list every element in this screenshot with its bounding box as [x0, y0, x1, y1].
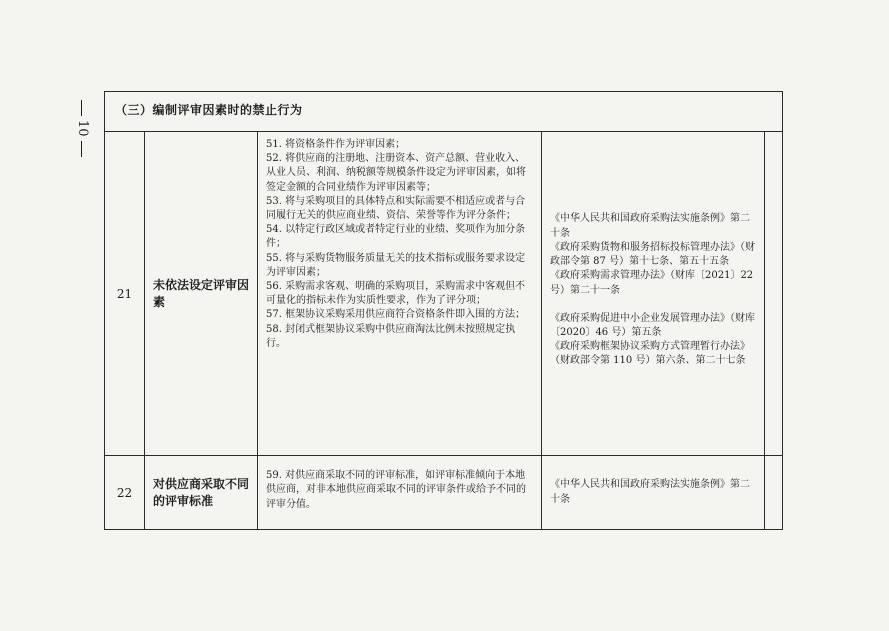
- row-item: [145, 132, 257, 455]
- content-clause: 59. 对供应商采取不同的评审标准，如评审标准倾向于本地供应商，对非本地供应商采取不同的评审条件或给予不同的评审分值。: [266, 470, 526, 510]
- page-number: [72, 100, 92, 157]
- row-basis: [542, 456, 764, 529]
- row-content: [258, 456, 541, 529]
- content-clause: 51. 将资格条件作为评审因素；: [266, 139, 406, 150]
- row-item: [145, 456, 257, 529]
- row-item-text: 对供应商采取不同的评审标准: [153, 476, 250, 508]
- basis-citation: 《政府采购需求管理办法》（财库〔2021〕22 号）第二十一条: [550, 270, 754, 296]
- content-clause: 52. 将供应商的注册地、注册资本、资产总额、营业收入、从业人员、利润、纳税额等规模条件设定为评审因素，如将签定金额的合同业绩作为评审因素等；: [266, 153, 526, 193]
- regulation-table: [104, 91, 783, 530]
- row-remark: [765, 132, 783, 455]
- row-index: 21: [116, 286, 133, 301]
- content-clause: 54. 以特定行政区域或者特定行业的业绩、奖项作为加分条件；: [266, 224, 526, 250]
- content-clause: 57. 框架协议采购采用供应商符合资格条件即入围的方法；: [266, 309, 526, 321]
- content-clause: 53. 将与采购项目的具体特点和实际需要不相适应或者与合同履行无关的供应商业绩、资信、荣誉等作为评分条件；: [266, 195, 526, 222]
- page-number-dash-bottom: [81, 141, 83, 157]
- basis-citation: 《政府采购货物和服务招标投标管理办法》（财政部令第 87 号）第十七条、第五十五条: [550, 241, 755, 268]
- page-number-value: 10: [75, 120, 90, 137]
- basis-citation: 《政府采购框架协议采购方式管理暂行办法》（财政部令第 110 号）第六条、第二十七条: [550, 341, 750, 367]
- basis-spacer: [550, 298, 758, 312]
- content-clause: 58. 封闭式框架协议采购中供应商淘汰比例未按照规定执行。: [266, 323, 516, 349]
- row-content: [258, 132, 541, 455]
- row-remark: [765, 456, 783, 529]
- basis-citation: 《政府采购促进中小企业发展管理办法》（财库〔2020〕46 号）第五条: [550, 312, 755, 338]
- content-clause: 56. 采购需求客观、明确的采购项目，采购需求中客观但不可量化的指标未作为实质性要求，作为了评分项；: [266, 281, 526, 307]
- row-item-text: 未依法设定评审因素: [153, 277, 250, 309]
- section-title: （三）编制评审因素时的禁止行为: [115, 103, 303, 117]
- basis-citation: 《中华人民共和国政府采购法实施条例》第二十条: [550, 479, 750, 505]
- content-clause: 55. 将与采购货物服务质量无关的技术指标或服务要求设定为评审因素；: [266, 252, 526, 278]
- row-basis: [542, 132, 764, 455]
- row-index: 22: [116, 485, 133, 500]
- basis-citation: 《中华人民共和国政府采购法实施条例》第二十条: [550, 213, 750, 239]
- page-number-dash-top: [81, 100, 83, 116]
